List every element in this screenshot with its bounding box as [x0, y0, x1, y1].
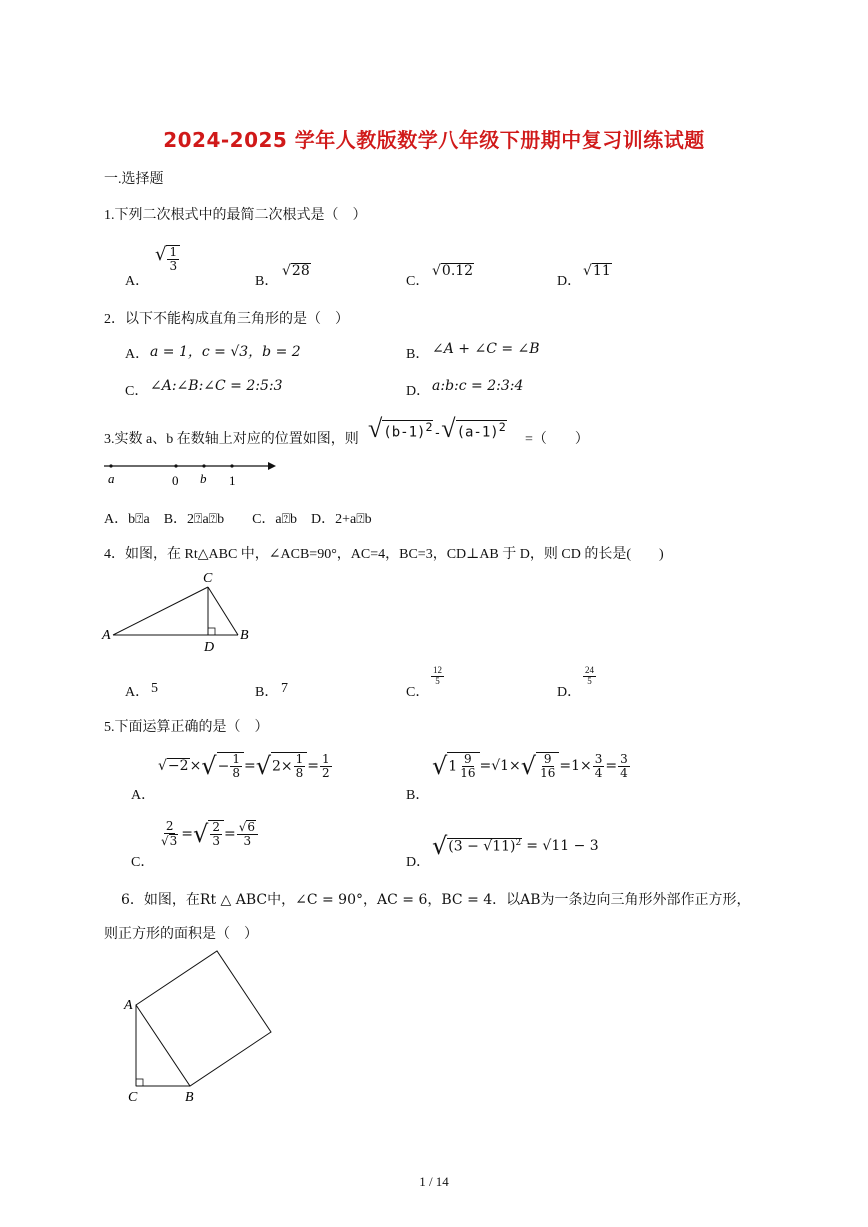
q4-d-num: 24 — [585, 665, 594, 675]
q5-b-f3n: 3 — [594, 751, 603, 766]
page-title: 2024-2025 学年人教版数学八年级下册期中复习训练试题 — [163, 128, 705, 152]
q5-d-inner: 3 − √11 — [453, 838, 511, 855]
q5-option-b-label: B． — [406, 788, 430, 803]
point-a-dot — [109, 464, 112, 467]
q1-option-c-label: C． — [406, 274, 430, 289]
q1-c-radicand: 0.12 — [441, 263, 474, 279]
q5-b-f4d: 4 — [620, 765, 628, 780]
q3-number-line — [100, 455, 285, 490]
q1-option-a-label: A． — [125, 274, 150, 289]
q5-b-f2n: 9 — [543, 752, 552, 766]
axis-label-b: b — [200, 471, 207, 486]
point-b-dot — [202, 464, 205, 467]
q5-c-rrn: 6 — [247, 820, 255, 834]
q1-option-d-expr: √11 — [583, 263, 611, 279]
q3-stem-end: =（ ） — [525, 432, 589, 447]
right-angle-mark — [136, 1079, 143, 1086]
point-1-dot — [230, 464, 233, 467]
q2-option-d: a:b:c = 2:3:4 — [432, 378, 524, 394]
q5-b-whole: 1 — [448, 758, 458, 775]
q6-stem-line1: 6．如图，在Rt △ ABC中，∠C = 90°，AC = 6，BC = 4．以AB为一条边向三角形外部作正方形， — [121, 892, 751, 908]
q4-c-num: 12 — [433, 665, 442, 675]
q5-option-c-expr: $\frac{2}{√3}$ = √ $\frac{2}{3}$ = $\frac{√6}{3}$ — [158, 820, 259, 848]
q5-b-f4n: 3 — [620, 751, 628, 766]
q6-stem-line2: 则正方形的面积是（ ） — [104, 927, 258, 942]
point-0-dot — [174, 464, 177, 467]
point-label-c: C — [203, 571, 213, 586]
point-label-b: B — [240, 628, 249, 643]
q4-option-c-fraction — [431, 666, 444, 687]
q1-option-a-expr: √ $\frac{1}{3}$ — [155, 244, 180, 272]
q4-d-den: 5 — [587, 675, 592, 686]
q3-exp1: 2 — [425, 420, 433, 435]
q3-rad2: (a-1) — [456, 425, 499, 441]
q2-stem: 2．以下不能构成直角三角形的是（ ） — [104, 312, 349, 327]
q5-b-fn: 9 — [464, 752, 472, 766]
q5-a-f1n: 1 — [232, 752, 240, 766]
q5-option-b-expr: √ 1 $\frac{9}{16}$ =√1× √ $\frac{9}{16}$ =1× $\frac{3}{4}$ = $\frac{3}{4}$ — [432, 751, 628, 781]
q5-option-d-label: D． — [406, 855, 431, 870]
q5-c-rrd: 3 — [243, 834, 252, 849]
number-line-arrow — [268, 462, 276, 470]
q4-option-d-fraction — [583, 666, 596, 687]
q2-option-a: a = 1，c = √3，b = 2 — [150, 344, 301, 360]
q3-rad1: (b-1) — [383, 425, 426, 441]
q5-a-r1: −2 — [167, 758, 189, 775]
q4-option-b: 7 — [281, 681, 288, 696]
q5-b-fd: 16 — [460, 766, 476, 781]
q5-c-rd: 3 — [212, 834, 220, 849]
q3-stem-start: 3.实数 a、b 在数轴上对应的位置如图，则 — [104, 432, 359, 447]
q4-option-b-label: B． — [255, 685, 279, 700]
q1-option-c-expr: √0.12 — [432, 263, 474, 279]
q1-option-b-label: B． — [255, 274, 279, 289]
q1-b-radicand: 28 — [291, 263, 310, 279]
q5-a-rn: 1 — [322, 751, 330, 766]
point-label-c: C — [128, 1090, 138, 1105]
q5-a-r3a: 2× — [272, 758, 293, 775]
q2-option-b-label: B． — [406, 347, 430, 362]
q1-option-b-expr: √28 — [282, 263, 310, 279]
q1-option-d-label: D． — [557, 274, 582, 289]
side-ac — [113, 587, 208, 635]
q5-d-rhs: = √11 − 3 — [526, 838, 599, 854]
point-label-b: B — [185, 1090, 194, 1105]
axis-label-0: 0 — [172, 473, 179, 488]
q5-b-eq2: =1× — [559, 758, 592, 775]
q4-c-den: 5 — [435, 675, 440, 686]
q1-a-den: 3 — [169, 258, 178, 273]
section-heading: 一.选择题 — [104, 172, 164, 187]
q5-a-f1d: 8 — [232, 766, 240, 781]
q4-option-a: 5 — [151, 681, 158, 696]
q5-b-f3d: 4 — [594, 765, 603, 780]
q4-option-c-label: C． — [406, 685, 430, 700]
q1-stem: 1.下列二次根式中的最简二次根式是（ ） — [104, 208, 367, 223]
q2-option-d-label: D． — [406, 384, 431, 399]
q1-a-num: 1 — [169, 245, 178, 259]
point-label-a: A — [124, 998, 133, 1013]
square-on-ab — [136, 951, 271, 1086]
q5-c-fn: 2 — [165, 819, 174, 833]
q5-option-d-expr: √ $(3 - √11)^2$ = √11 − 3 — [432, 832, 599, 860]
q1-d-radicand: 11 — [592, 263, 611, 279]
q5-option-a-label: A． — [131, 788, 156, 803]
q6-square-figure — [118, 945, 283, 1105]
q5-option-c-label: C． — [131, 855, 155, 870]
q5-b-eq1: =√1× — [479, 758, 521, 775]
q5-a-f2n: 1 — [295, 752, 304, 766]
q5-d-exp: 2 — [515, 837, 522, 848]
q2-option-b: ∠A + ∠C = ∠B — [432, 341, 540, 357]
q2-option-c: ∠A:∠B:∠C = 2:5:3 — [150, 378, 283, 394]
q4-option-a-label: A． — [125, 685, 150, 700]
q4-triangle-figure — [98, 566, 263, 656]
q4-stem: 4．如图，在 Rt△ABC 中，∠ACB=90°，AC=4，BC=3，CD⊥AB 于 D，则 CD 的长是( ) — [104, 547, 664, 562]
q5-option-a-expr: √ −2 × √ − $\frac{1}{8}$ = √ 2× $\frac{1}{8}$ = $\frac{1}{2}$ — [158, 751, 330, 781]
q3-options: A．b⍰a B．2⍰a⍰b C．a⍰b D．2+a⍰b — [104, 512, 372, 527]
right-angle-mark — [208, 628, 215, 635]
point-label-a: A — [102, 628, 111, 643]
q5-c-fd: 3 — [169, 834, 178, 849]
axis-label-a: a — [108, 471, 115, 486]
q5-a-f2d: 8 — [295, 766, 304, 781]
q4-option-d-label: D． — [557, 685, 582, 700]
q2-option-a-label: A． — [125, 347, 150, 362]
q2-option-c-label: C． — [125, 384, 149, 399]
point-label-d: D — [204, 640, 215, 655]
q5-c-rn: 2 — [212, 820, 220, 834]
page-number: 1 / 14 — [419, 1174, 449, 1189]
q5-stem: 5.下面运算正确的是（ ） — [104, 720, 269, 735]
axis-label-1: 1 — [229, 473, 236, 488]
q3-radical-expression: $√(b-1)^2-√(a-1)^2$ — [368, 414, 506, 443]
q5-b-f2d: 16 — [540, 766, 556, 781]
q3-exp2: 2 — [498, 420, 506, 435]
q5-a-rd: 2 — [322, 765, 330, 780]
